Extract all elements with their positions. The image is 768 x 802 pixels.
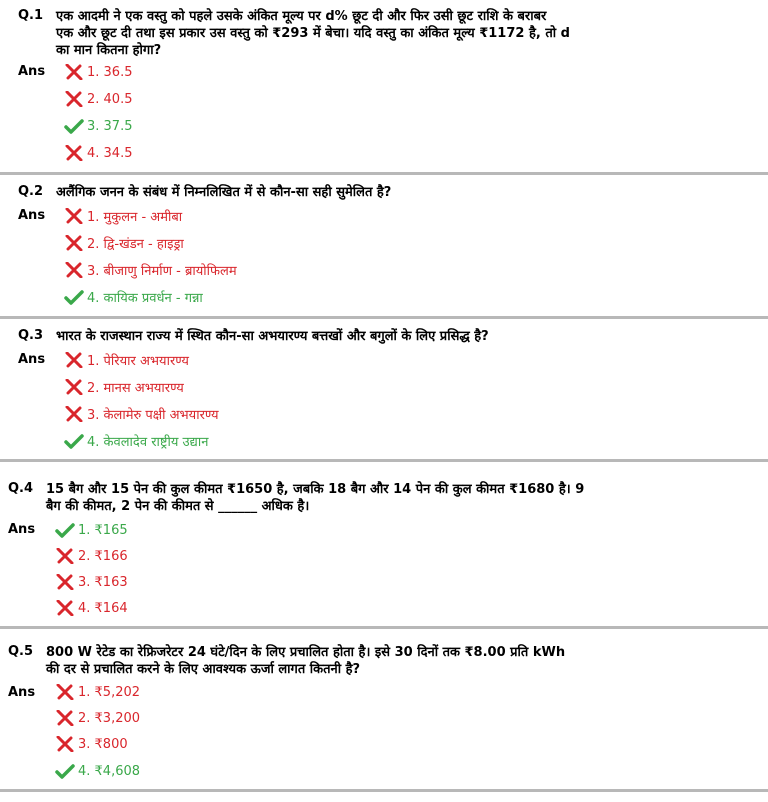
cross-icon xyxy=(64,379,84,395)
answer-label: Ans xyxy=(18,64,46,79)
option-text: 1. 36.5 xyxy=(87,64,133,80)
answer-option xyxy=(55,682,140,702)
answer-option xyxy=(64,116,132,136)
question-text-line: की दर से प्रचालित करने के लिए आवश्यक ऊर्जा लागत कितनी है? xyxy=(46,662,361,677)
cross-icon xyxy=(64,208,84,224)
option-text: 4. ₹4,608 xyxy=(78,763,141,779)
answer-option xyxy=(64,377,184,397)
cross-icon xyxy=(64,235,84,251)
question-number: Q.1 xyxy=(18,8,44,23)
answer-option xyxy=(55,520,128,540)
answer-option xyxy=(64,233,184,253)
section-divider xyxy=(0,626,768,629)
option-text: 3. 37.5 xyxy=(87,118,133,134)
answer-option xyxy=(55,761,140,781)
question-text-line: 15 बैग और 15 पेन की कुल कीमत ₹1650 है, जबकि 18 बैग और 14 पेन की कुल कीमत ₹1680 है। 9 xyxy=(46,482,585,497)
question-text-line: बैग की कीमत, 2 पेन की कीमत से ______ अधिक है। xyxy=(46,499,310,514)
answer-option xyxy=(55,734,128,754)
answer-option xyxy=(64,350,189,370)
cross-icon xyxy=(64,406,84,422)
question-text-line: 800 W रेटेड का रेफ्रिजरेटर 24 घंटे/दिन के लिए प्रचालित होता है। इसे 30 दिनों तक ₹8.00 प्रति kWh xyxy=(46,645,566,660)
cross-icon xyxy=(64,91,84,107)
section-divider xyxy=(0,172,768,175)
check-icon xyxy=(55,522,75,538)
option-text: 3. ₹163 xyxy=(78,574,128,590)
question-text-line: भारत के राजस्थान राज्य में स्थित कौन-सा अभयारण्य बत्तखों और बगुलों के लिए प्रसिद्ध है? xyxy=(56,329,489,344)
check-icon xyxy=(64,289,84,305)
check-icon xyxy=(64,433,84,449)
question-number: Q.2 xyxy=(18,184,44,199)
option-text: 2. ₹166 xyxy=(78,548,128,564)
option-text: 1. ₹165 xyxy=(78,522,128,538)
cross-icon xyxy=(55,684,75,700)
cross-icon xyxy=(64,352,84,368)
option-text: 2. द्वि-खंडन - हाइड्रा xyxy=(87,237,184,252)
answer-option xyxy=(55,598,128,618)
check-icon xyxy=(64,118,84,134)
answer-label: Ans xyxy=(18,352,46,367)
cross-icon xyxy=(55,710,75,726)
section-divider xyxy=(0,316,768,319)
answer-label: Ans xyxy=(8,522,36,537)
section-divider xyxy=(0,459,768,462)
question-text-line: का मान कितना होगा? xyxy=(56,43,162,58)
answer-option xyxy=(64,260,237,280)
option-text: 3. बीजाणु निर्माण - ब्रायोफिलम xyxy=(87,264,237,279)
question-number: Q.4 xyxy=(8,481,34,496)
cross-icon xyxy=(55,574,75,590)
question-text-line: एक और छूट दी तथा इस प्रकार उस वस्तु को ₹293 में बेचा। यदि वस्तु का अंकित मूल्य ₹1172 है, तो d xyxy=(56,26,570,41)
answer-option xyxy=(64,62,132,82)
question-number: Q.3 xyxy=(18,328,44,343)
option-text: 3. केलामेरु पक्षी अभयारण्य xyxy=(87,408,219,423)
answer-option xyxy=(55,546,128,566)
option-text: 4. कायिक प्रवर्धन - गन्ना xyxy=(87,291,203,306)
answer-option xyxy=(55,572,128,592)
answer-option xyxy=(64,89,132,109)
answer-option xyxy=(64,287,203,307)
answer-option xyxy=(64,143,132,163)
question-text-line: एक आदमी ने एक वस्तु को पहले उसके अंकित मूल्य पर d% छूट दी और फिर उसी छूट राशि के बराबर xyxy=(56,9,547,24)
cross-icon xyxy=(55,736,75,752)
answer-option xyxy=(64,206,182,226)
option-text: 2. मानस अभयारण्य xyxy=(87,381,184,396)
option-text: 1. ₹5,202 xyxy=(78,684,141,700)
answer-label: Ans xyxy=(8,685,36,700)
cross-icon xyxy=(64,145,84,161)
question-text-line: अलैंगिक जनन के संबंध में निम्नलिखित में से कौन-सा सही सुमेलित है? xyxy=(56,185,392,200)
option-text: 1. मुकुलन - अमीबा xyxy=(87,210,183,225)
answer-option xyxy=(64,404,219,424)
option-text: 4. ₹164 xyxy=(78,600,128,616)
answer-option xyxy=(55,708,140,728)
question-number: Q.5 xyxy=(8,644,34,659)
cross-icon xyxy=(64,262,84,278)
option-text: 4. 34.5 xyxy=(87,145,133,161)
option-text: 2. 40.5 xyxy=(87,91,133,107)
cross-icon xyxy=(55,548,75,564)
option-text: 3. ₹800 xyxy=(78,736,128,752)
option-text: 2. ₹3,200 xyxy=(78,710,141,726)
section-divider xyxy=(0,789,768,792)
answer-label: Ans xyxy=(18,208,46,223)
cross-icon xyxy=(64,64,84,80)
option-text: 4. केवलादेव राष्ट्रीय उद्यान xyxy=(87,435,209,450)
answer-option xyxy=(64,431,208,451)
cross-icon xyxy=(55,600,75,616)
check-icon xyxy=(55,763,75,779)
option-text: 1. पेरियार अभयारण्य xyxy=(87,354,189,369)
